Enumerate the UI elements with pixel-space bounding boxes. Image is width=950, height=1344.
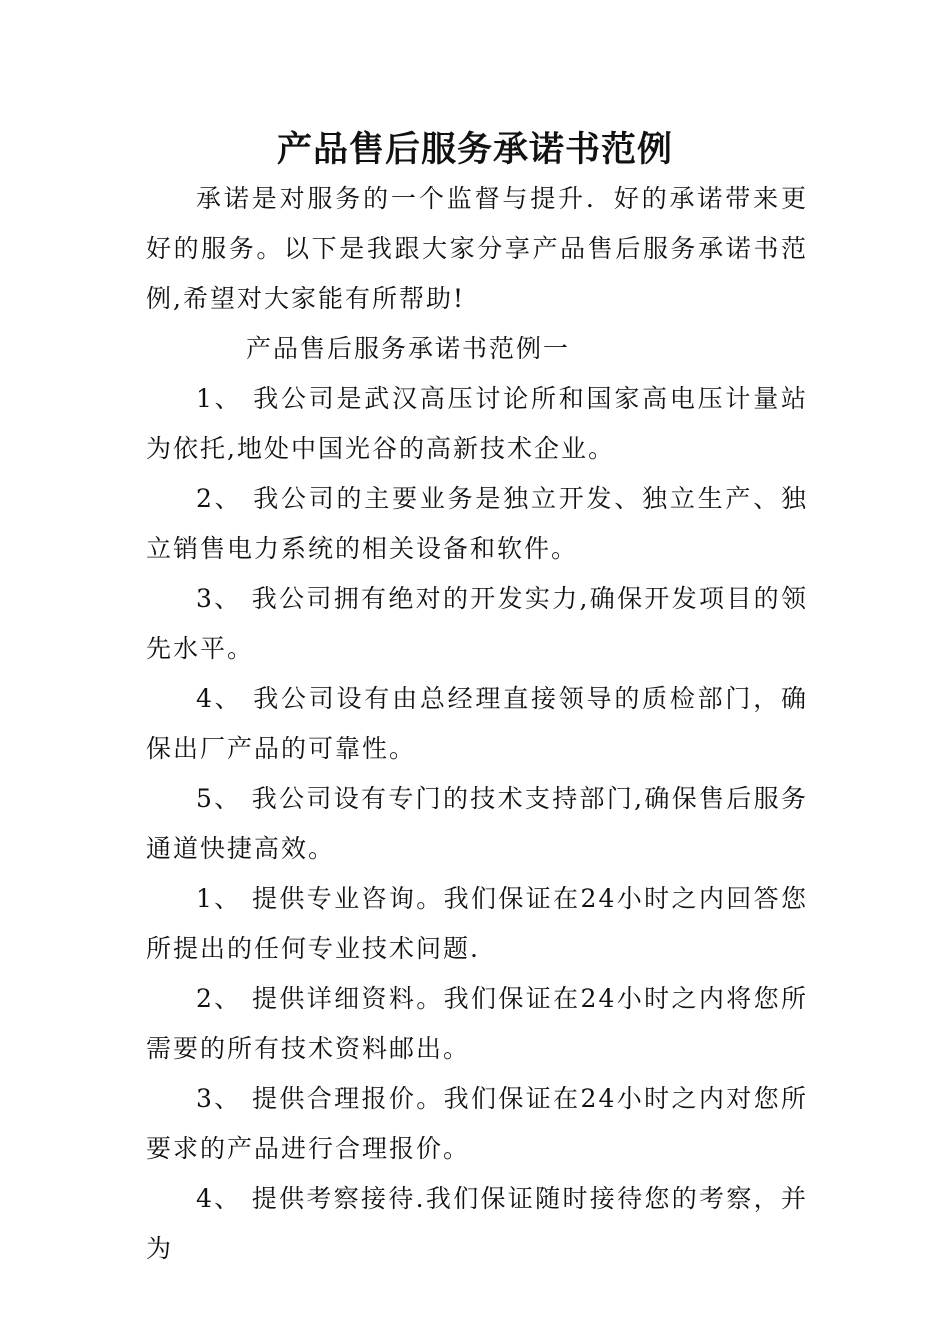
company-item: 2、 我公司的主要业务是独立开发、独立生产、独立销售电力系统的相关设备和软件。 xyxy=(146,484,808,563)
document-title: 产品售后服务承诺书范例 xyxy=(276,129,673,170)
service-item: 1、 提供专业咨询。我们保证在24小时之内回答您所提出的任何专业技术问题. xyxy=(146,884,808,963)
service-item: 2、 提供详细资料。我们保证在24小时之内将您所需要的所有技术资料邮出。 xyxy=(146,984,808,1063)
intro-paragraph: 承诺是对服务的一个监督与提升．好的承诺带来更好的服务。以下是我跟大家分享产品售后服务承诺书范例,希望对大家能有所帮助! xyxy=(146,184,808,313)
service-item: 3、 提供合理报价。我们保证在24小时之内对您所要求的产品进行合理报价。 xyxy=(146,1084,808,1163)
company-item: 4、 我公司设有由总经理直接领导的质检部门，确保出厂产品的可靠性。 xyxy=(146,684,808,763)
document-body xyxy=(146,174,808,1274)
company-item: 1、 我公司是武汉高压讨论所和国家高电压计量站为依托,地处中国光谷的高新技术企业。 xyxy=(146,384,808,463)
section-subtitle: 产品售后服务承诺书范例一 xyxy=(246,334,571,363)
service-item: 4、 提供考察接待.我们保证随时接待您的考察，并为 xyxy=(146,1184,808,1263)
company-item: 5、 我公司设有专门的技术支持部门,确保售后服务通道快捷高效。 xyxy=(146,784,808,863)
company-item: 3、 我公司拥有绝对的开发实力,确保开发项目的领先水平。 xyxy=(146,584,808,663)
